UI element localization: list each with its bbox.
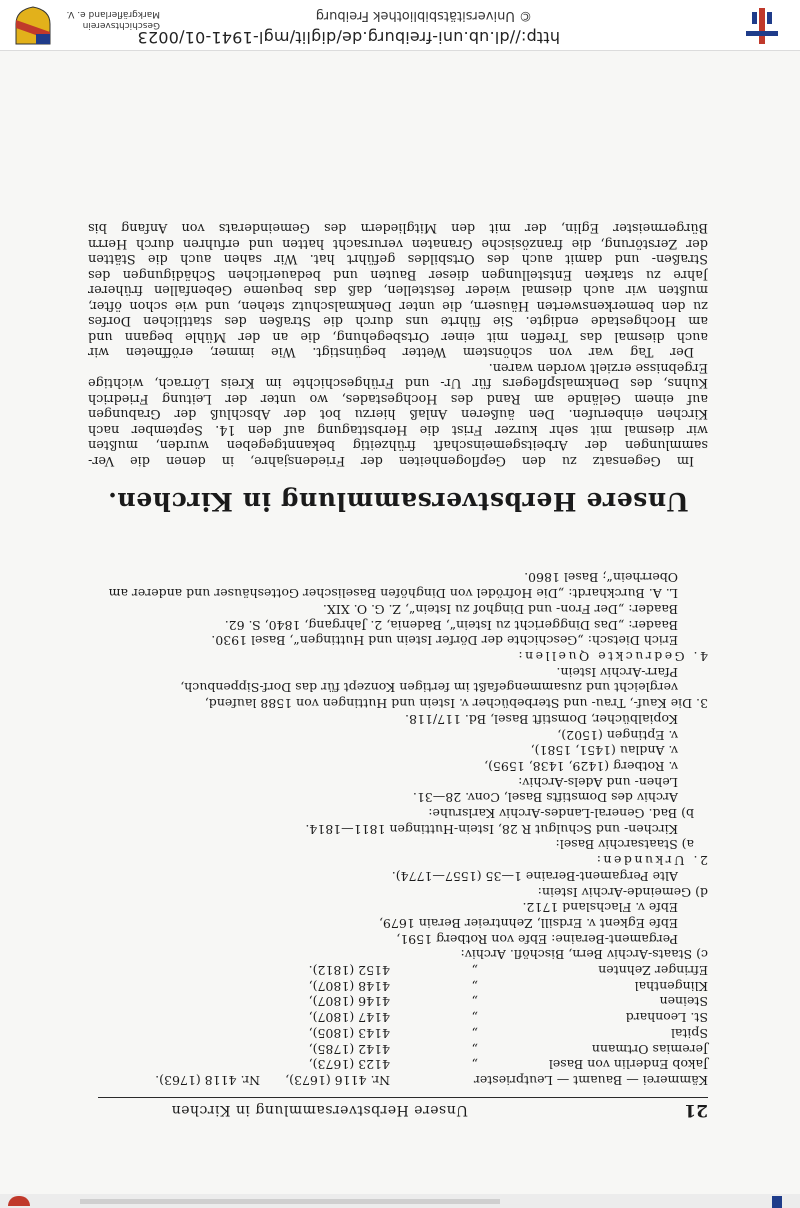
list-item: Alte Pergament-Beraine 1—35 (1557—1774). xyxy=(391,868,678,884)
paragraph-line: auf einem Gelände am Rand des Hochgestades, wo unter der Leitung Friedrich xyxy=(88,391,708,406)
paragraph-line: wir diesmal mit sehr kurzer Frist die Herbsttagung auf den 14. September nach xyxy=(88,422,708,437)
copyright-text: © Universitätsbibliothek Freiburg xyxy=(315,8,532,23)
list-item: Erich Dietsch: „Geschichte der Dörfer Istein und Huttingen“, Basel 1930. xyxy=(211,633,678,649)
ditto-mark: „ xyxy=(471,1010,478,1026)
ditto-mark: „ xyxy=(471,978,478,994)
list-heading: 4. Gedruckte Quellen: xyxy=(515,649,708,665)
running-head-title: Unsere Herbstversammlung in Kirchen xyxy=(171,1102,468,1118)
table-row xyxy=(88,978,708,994)
list-item: v. Rotberg (1429, 1438, 1595), xyxy=(484,758,678,774)
paragraph-line: zu den bemerkenswerten Häusern, die unter Denkmalschutz stehen, und wie schon öfter, xyxy=(88,298,708,313)
ditto-mark: „ xyxy=(471,1025,478,1041)
table-row xyxy=(88,962,708,978)
list-item: Pfarr-Archiv Istein. xyxy=(556,664,678,680)
paragraph-line: sammlungen der Arbeitsgemeinschaft frühzeitig bekanntgegeben wurden, mußten xyxy=(88,437,708,453)
list-item: vergleicht und zusammengefaßt im fertigen Konzept für das Dorf-Sippenbuch, xyxy=(180,680,678,696)
list-item: Oberrhein“; Basel 1860. xyxy=(524,570,678,586)
viewer-footer-strip xyxy=(0,1194,800,1208)
list-item: Kirchen- und Schulgut R 28, Istein-Huttingen 1811—1814. xyxy=(305,821,678,837)
paragraph-line: am Hochgestade endigte. Sie führte uns durch die Straßen des stattlichen Dorfes xyxy=(88,313,708,329)
table-row xyxy=(88,1025,708,1041)
list-heading: 2. Urkunden: xyxy=(594,853,708,869)
paragraph-line: der Zerstörung, die französische Granaten verursacht hatten und erfuhren durch Herrn xyxy=(88,236,708,251)
red-mark-icon xyxy=(8,1196,30,1206)
article-body xyxy=(88,220,708,468)
viewer-banner xyxy=(0,0,800,51)
list-item: L. A. Burckhardt: „Die Hofrödel von Dinghöfen Baselischer Gotteshäuser und anderer am xyxy=(108,586,678,602)
list-item: b) Bad. General-Landes-Archiv Karlsruhe: xyxy=(428,806,694,822)
table-row xyxy=(88,1041,708,1057)
record-ref: 4142 (1785), xyxy=(308,1041,390,1057)
page-number: 21 xyxy=(684,1100,708,1120)
list-item: Baader: „Der Fron- und Dinghof zu Istein“, Z. G. O. XIX. xyxy=(322,601,678,617)
society-name-line: Markgräflerland e. V. xyxy=(66,9,160,19)
table-row xyxy=(88,1072,708,1088)
list-item: d) Gemeinde-Archiv Istein: xyxy=(537,884,708,900)
record-ref: 4148 (1807), xyxy=(308,978,390,994)
list-item: Baader: „Das Dinggericht zu Istein“, Badenia, 2. Jahrgang, 1840, S. 62. xyxy=(224,617,678,633)
record-ref: 4123 (1673), xyxy=(308,1057,390,1073)
list-item: Lehen- und Adels-Archiv: xyxy=(518,774,678,790)
list-item: v. Andlau (1451, 1581), xyxy=(530,743,678,759)
blue-mark-icon xyxy=(772,1196,782,1208)
coat-of-arms-icon xyxy=(14,6,52,46)
list-item: v. Eptingen (1502), xyxy=(557,727,678,743)
record-ref: 4143 (1805), xyxy=(308,1025,390,1041)
document-url-link[interactable]: http://dl.ub.uni-freiburg.de/diglit/mgl-1941-01/0023 xyxy=(137,28,560,47)
record-label: Efringer Zehnten xyxy=(598,963,708,979)
record-label: St. Leonhard xyxy=(625,1010,708,1026)
paragraph-line: Im Gegensatz zu den Gepflogenheiten der Friedensjahre, in denen die Ver- xyxy=(88,453,694,468)
list-item: Pergament-Beraine: Ebfe von Rotberg 1591, xyxy=(396,931,678,947)
list-item: Archiv des Domstifts Basel, Conv. 28—31. xyxy=(412,790,678,806)
record-ref: Nr. 4118 (1763). xyxy=(155,1073,260,1088)
record-label: Steinen xyxy=(659,994,708,1010)
list-item: c) Staats-Archiv Bern, Bischöfl. Archiv: xyxy=(460,947,708,963)
ditto-mark: „ xyxy=(471,1057,478,1073)
table-row xyxy=(88,994,708,1010)
record-label: Klingenthal xyxy=(634,978,708,994)
record-label: Spital xyxy=(670,1025,708,1041)
paragraph-line: Kuhns, des Denkmalspflegers für Ur- und Frühgeschichte im Kreis Lörrach, wichtige xyxy=(88,375,708,391)
table-row xyxy=(88,1009,708,1025)
society-name-line: Geschichtsverein xyxy=(82,20,160,30)
paragraph-line: Bürgermeister Eglin, der mit den Mitgliedern des Gemeinderats von Anfang bis xyxy=(88,220,708,236)
list-item: Kopialbücher, Domstift Basel, Bd. 117/118. xyxy=(405,711,678,727)
ditto-mark: „ xyxy=(471,1041,478,1057)
paragraph-line: mußten wir auch diesmal wieder feststellen, daß das bequeme Gebenfallen früherer xyxy=(88,282,708,298)
paragraph-line: Ergebnisse erzielt worden waren. xyxy=(488,360,708,375)
list-item: a) Staatsarchiv Basel: xyxy=(555,837,694,853)
society-name xyxy=(50,8,160,30)
table-row xyxy=(88,1057,708,1073)
sources-list xyxy=(88,570,708,1088)
record-ref: 4147 (1807), xyxy=(308,1010,390,1026)
article-title: Unsere Herbstversammlung in Kirchen. xyxy=(107,487,689,516)
list-item: Ebfe Egkent v. Erdsill, Zehntreier Berain 1679, xyxy=(379,915,678,931)
record-label: Jakob Enderlin von Basel xyxy=(548,1057,708,1073)
university-logo-icon[interactable] xyxy=(742,8,782,44)
paragraph-line: auch diesmal das Treffen mit einer Ortsbegehung, die an der Mühle begann und xyxy=(88,329,708,344)
list-item: 3. Die Kauf-, Trau- und Sterbebücher v. Istein und Huttingen von 1588 laufend, xyxy=(204,696,708,712)
paragraph-line: Kirchen einberufen. Den äußeren Anlaß hierzu bot der Abschluß der Grabungen xyxy=(88,406,708,422)
record-label: Kämmerei — Bauamt — Leutpriester xyxy=(473,1073,708,1088)
paragraph-line: Der Tag war von schönstem Wetter begünstigt. Wie immer, eröffneten wir xyxy=(88,344,694,360)
paragraph-line: Jahre zu starken Entstellungen dieser Bauten und bedauerlichen Schädigungen des xyxy=(88,267,708,282)
record-ref: Nr. 4116 (1673), xyxy=(285,1073,390,1088)
ditto-mark: „ xyxy=(471,994,478,1010)
running-head xyxy=(98,1097,708,1120)
record-ref: 4152 (1812). xyxy=(308,963,390,979)
list-item: Ebfe v. Flachsland 1712. xyxy=(522,900,678,916)
paragraph-line: Straßen- und damit auch des Ortsbildes geführt hat. Wir sahen auch die Stätten xyxy=(88,251,708,267)
record-label: Jeremias Ortmann xyxy=(591,1041,708,1057)
ditto-mark: „ xyxy=(471,963,478,979)
footer-divider xyxy=(80,1199,500,1204)
record-ref: 4146 (1807), xyxy=(308,994,390,1010)
